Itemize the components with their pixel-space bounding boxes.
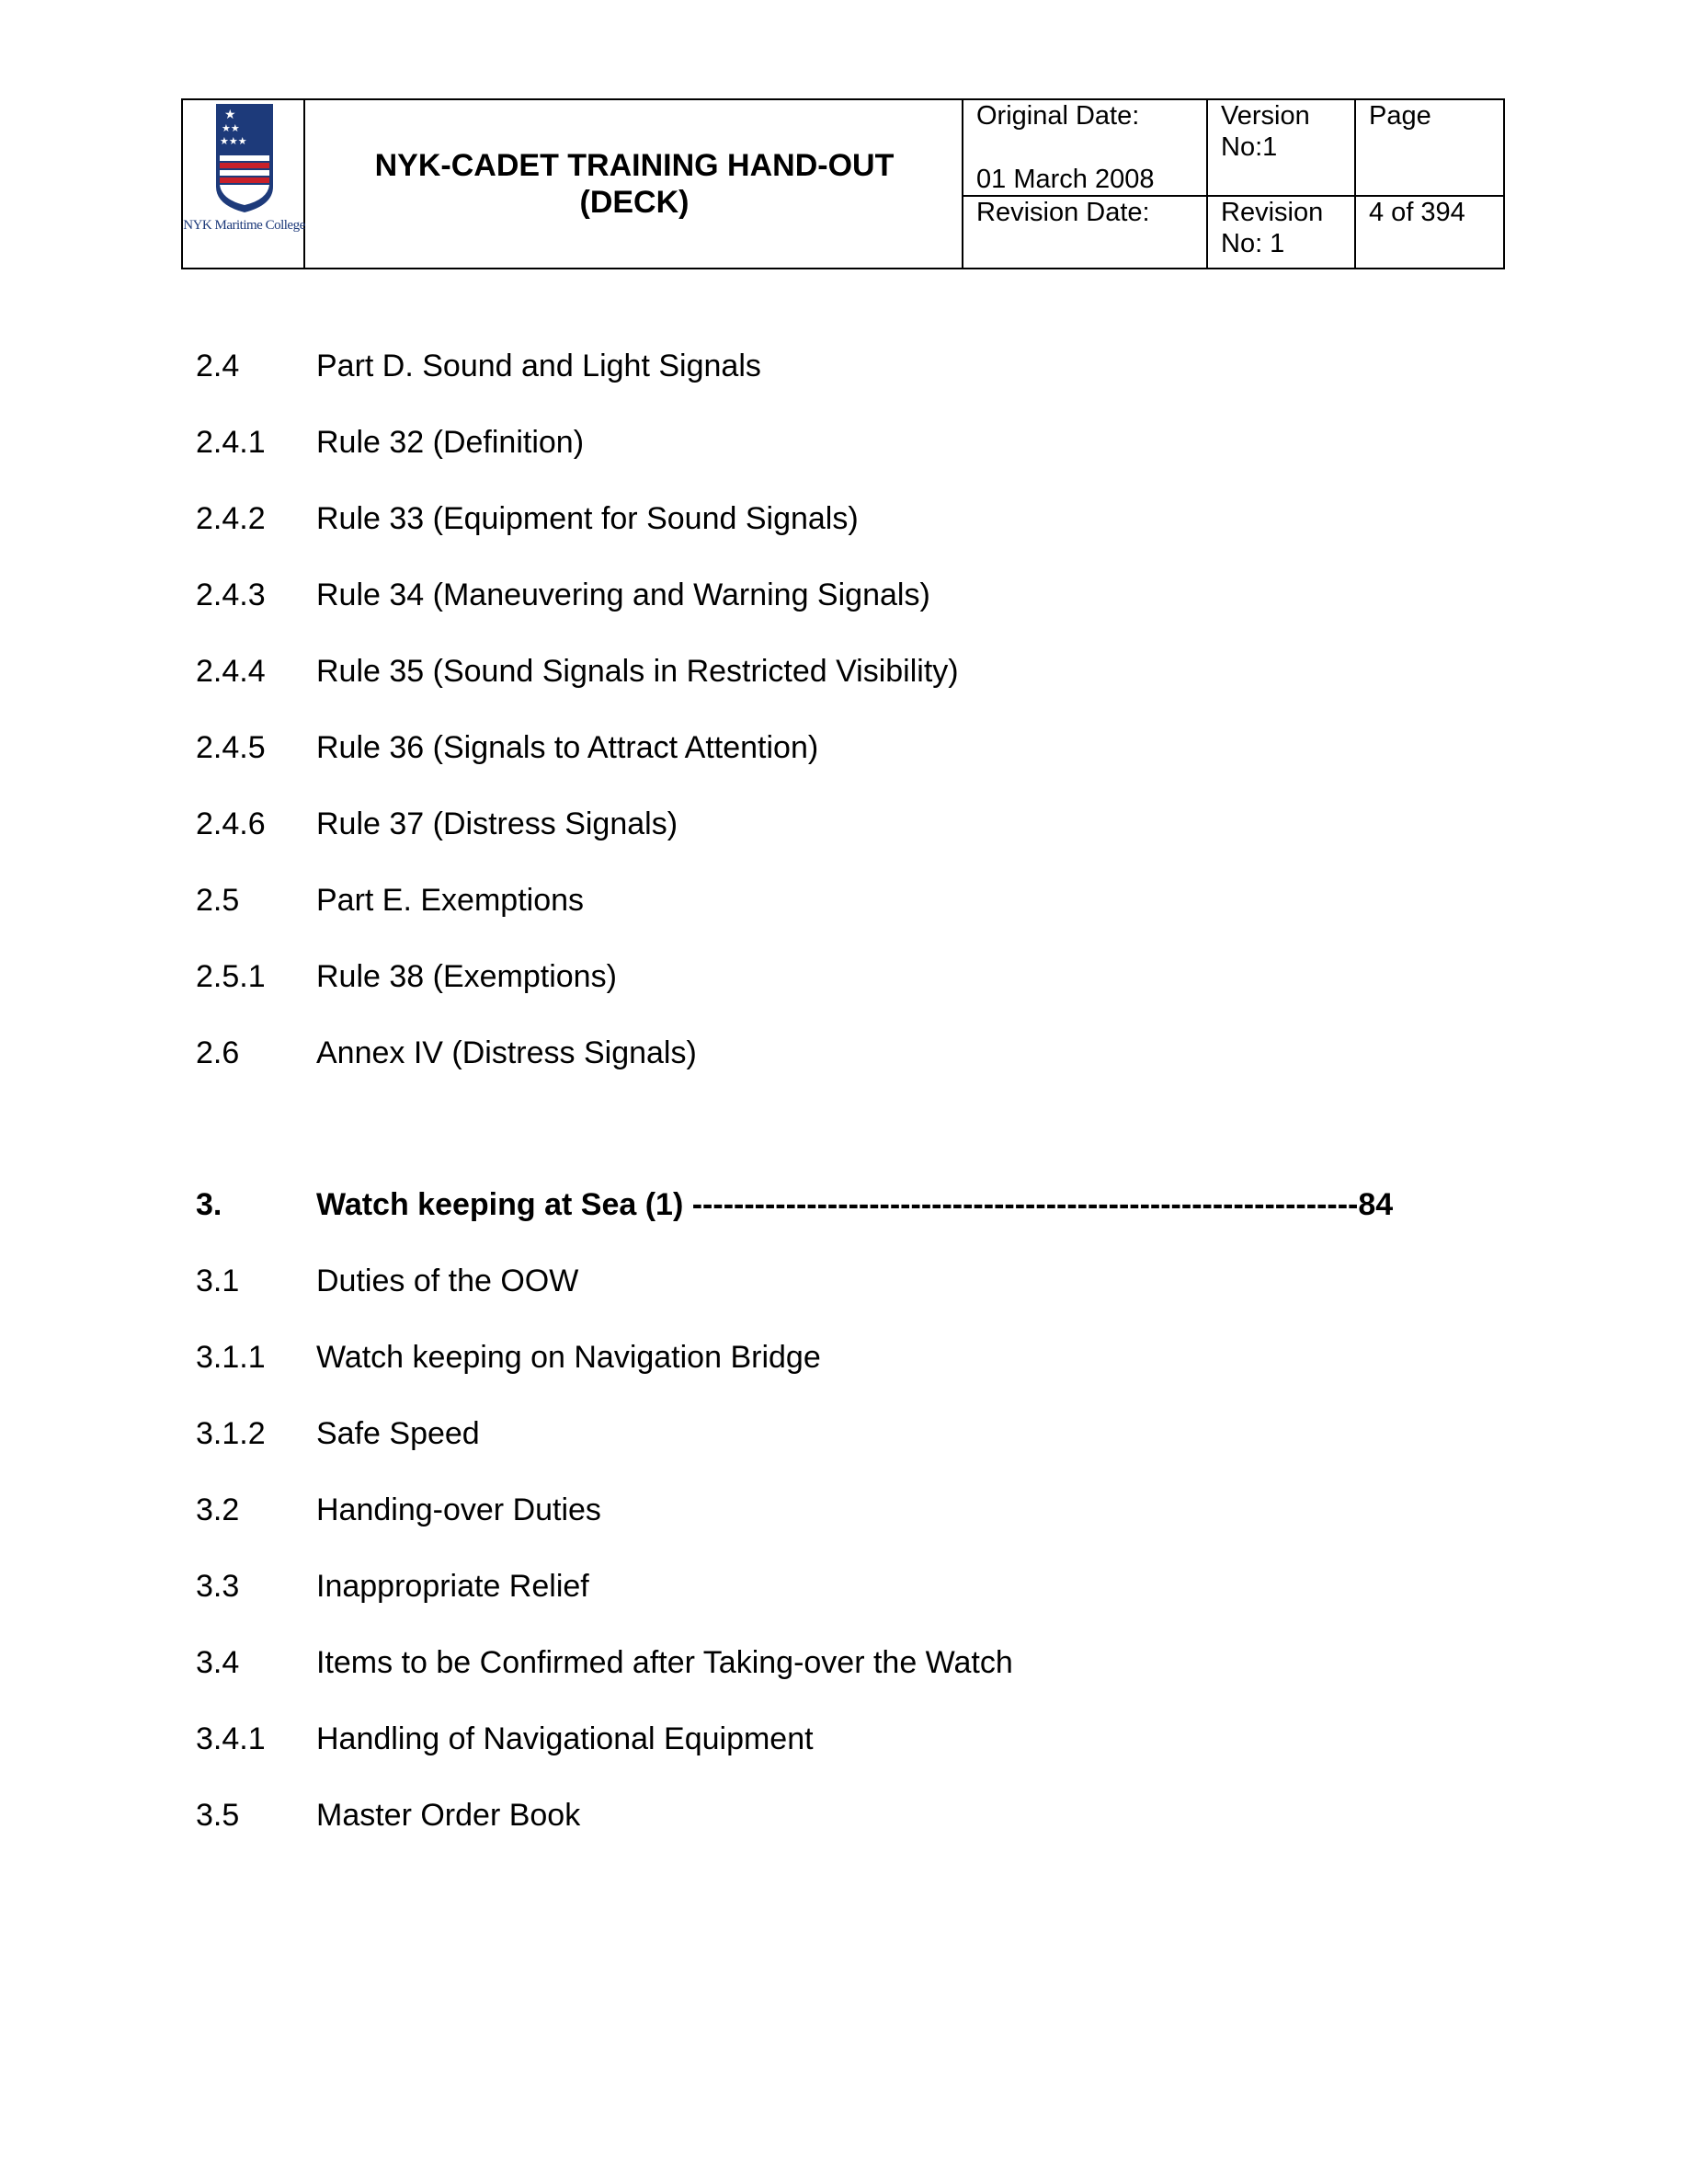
toc-text: Part E. Exemptions xyxy=(316,883,585,918)
toc-number: 2.4.6 xyxy=(196,806,266,841)
version-label: Version xyxy=(1221,101,1310,131)
toc-text: Master Order Book xyxy=(316,1798,581,1833)
revision-date-cell xyxy=(963,197,1206,270)
toc-number: 3.2 xyxy=(196,1492,240,1527)
revision-label: Revision xyxy=(1221,198,1324,227)
toc-number: 3.5 xyxy=(196,1798,240,1833)
toc-text: Safe Speed xyxy=(316,1416,480,1451)
toc-number: 3.1.2 xyxy=(196,1416,266,1451)
revision-date-label: Revision Date: xyxy=(976,198,1150,227)
toc-number: 2.4.4 xyxy=(196,654,266,689)
toc-text: Rule 37 (Distress Signals) xyxy=(316,806,678,841)
toc-text: Rule 32 (Definition) xyxy=(316,425,585,460)
page-label: Page xyxy=(1369,101,1431,131)
revision-cell xyxy=(1208,197,1354,270)
toc-number: 3.1 xyxy=(196,1264,240,1298)
toc-text: Watch keeping on Navigation Bridge xyxy=(316,1340,821,1375)
toc-number: 2.4.1 xyxy=(196,425,266,460)
college-logo xyxy=(183,100,305,268)
toc-text: Rule 35 (Sound Signals in Restricted Visibility) xyxy=(316,654,959,689)
toc-number: 2.4.3 xyxy=(196,577,266,612)
original-date-cell xyxy=(963,100,1206,195)
toc-text: Inappropriate Relief xyxy=(316,1569,589,1604)
toc-text: Handing-over Duties xyxy=(316,1492,601,1527)
document-header xyxy=(181,98,1505,269)
version-cell xyxy=(1208,100,1354,195)
toc-text: Annex IV (Distress Signals) xyxy=(316,1035,697,1070)
document-title xyxy=(305,100,963,268)
original-date-value: 01 March 2008 xyxy=(976,165,1155,194)
toc-text: Items to be Confirmed after Taking-over the Watch xyxy=(316,1645,1013,1680)
page-number: 4 of 394 xyxy=(1369,198,1465,227)
toc-text: Rule 36 (Signals to Attract Attention) xyxy=(316,730,819,765)
toc-number: 2.5 xyxy=(196,883,240,918)
toc-number: 3.3 xyxy=(196,1569,240,1604)
toc-number: 2.5.1 xyxy=(196,959,266,994)
shield-logo-icon xyxy=(212,102,277,214)
logo-caption: NYK Maritime College xyxy=(183,218,305,233)
version-value: No:1 xyxy=(1221,132,1278,162)
toc-text: Watch keeping at Sea (1) ----------------------------------------------------------------84 xyxy=(316,1187,1394,1222)
toc-text: Duties of the OOW xyxy=(316,1264,579,1298)
toc-text: Handling of Navigational Equipment xyxy=(316,1721,814,1756)
toc-number: 3.4 xyxy=(196,1645,240,1680)
svg-text:★★: ★★ xyxy=(222,122,240,134)
toc-text: Rule 38 (Exemptions) xyxy=(316,959,617,994)
revision-value: No: 1 xyxy=(1221,229,1285,258)
toc-number: 2.4.5 xyxy=(196,730,266,765)
page-label-cell xyxy=(1356,100,1503,195)
toc-number: 3. xyxy=(196,1187,222,1222)
original-date-label: Original Date: xyxy=(976,101,1140,131)
title-line-2: (DECK) xyxy=(579,185,690,220)
page-number-cell xyxy=(1356,197,1503,270)
toc-number: 2.6 xyxy=(196,1035,240,1070)
toc-text: Rule 34 (Maneuvering and Warning Signals) xyxy=(316,577,930,612)
toc-number: 3.4.1 xyxy=(196,1721,266,1756)
title-line-1: NYK-CADET TRAINING HAND-OUT xyxy=(374,148,895,183)
svg-text:★★★: ★★★ xyxy=(220,135,247,147)
toc-number: 3.1.1 xyxy=(196,1340,266,1375)
toc-text: Part D. Sound and Light Signals xyxy=(316,349,761,383)
toc-number: 2.4.2 xyxy=(196,501,266,536)
svg-text:★: ★ xyxy=(224,108,236,122)
toc-number: 2.4 xyxy=(196,349,240,383)
toc-text: Rule 33 (Equipment for Sound Signals) xyxy=(316,501,859,536)
